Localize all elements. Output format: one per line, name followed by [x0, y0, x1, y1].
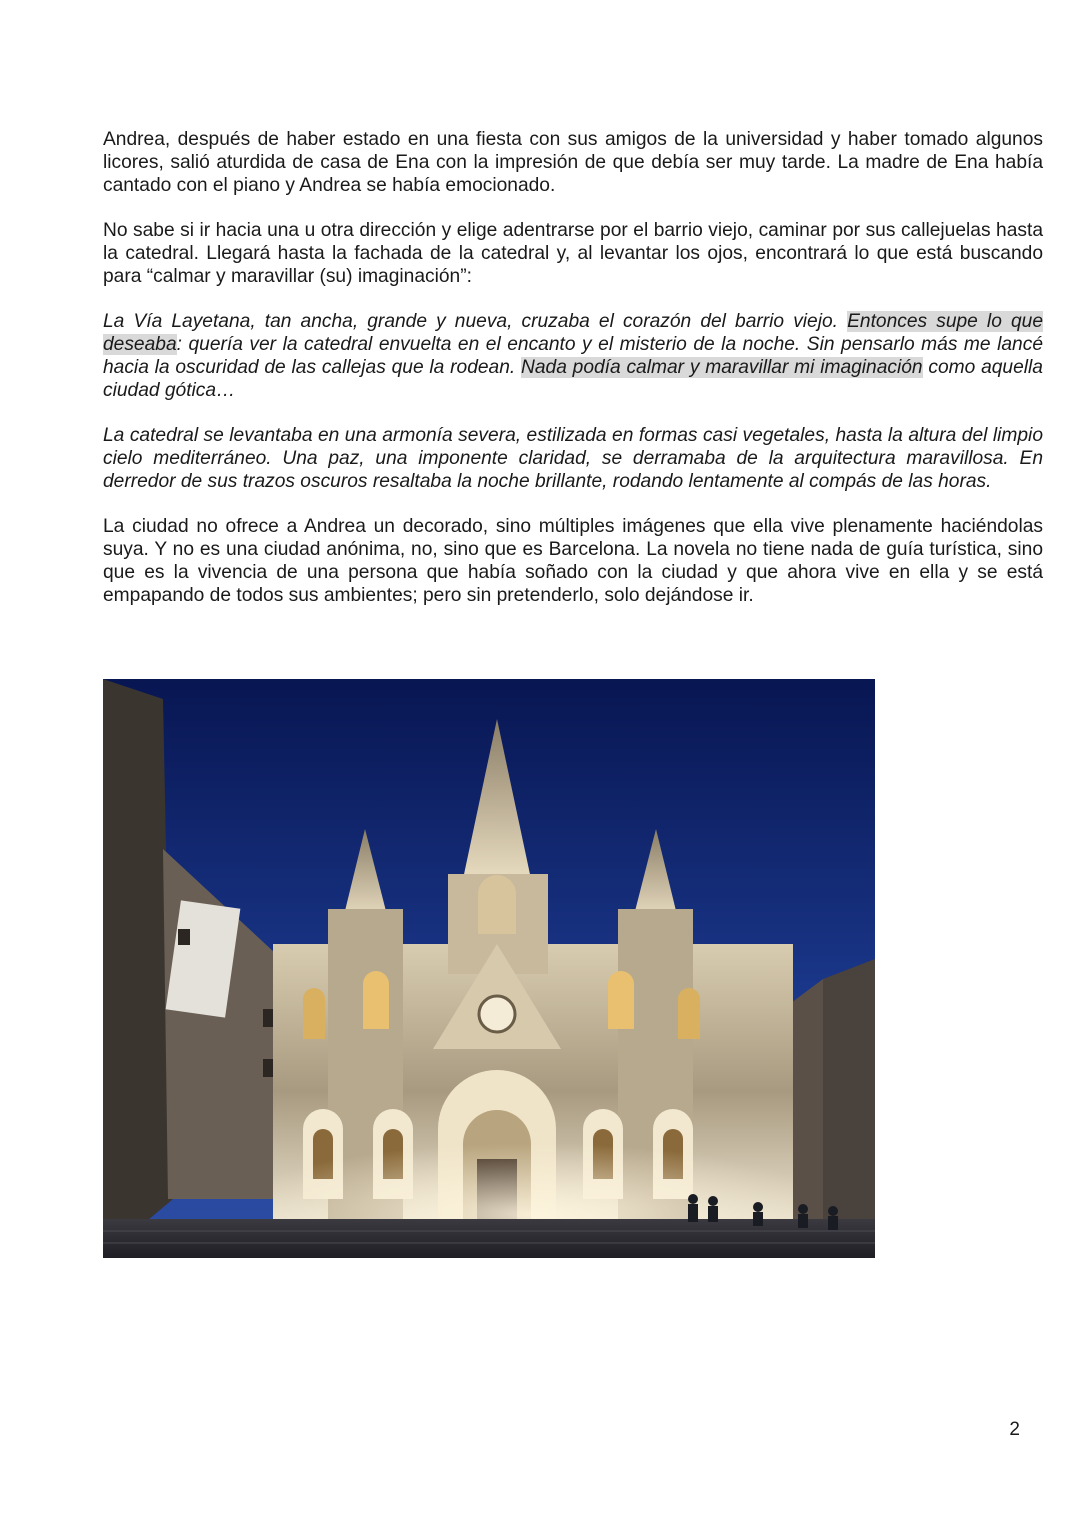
paragraph-direction: No sabe si ir hacia una u otra dirección y elige adentrarse por el barrio viejo, caminar por sus callejuelas hasta la catedral. Llegará hasta la fachada de la catedral y, al levantar los ojos, encontrará lo que está buscando para “calmar y maravillar (su) imaginación”:: [103, 220, 1043, 287]
quote-via-layetana: [103, 310, 1043, 402]
quote-text: La Vía Layetana, tan ancha, grande y nueva, cruzaba el corazón del barrio viejo.: [103, 311, 848, 332]
left-building: [103, 679, 173, 1258]
window: [363, 971, 389, 1029]
highlighted-text: Entonces supe lo que deseaba: [103, 311, 1043, 355]
quote-catedral: La catedral se levantaba en una armonía severa, estilizada en formas casi vegetales, hasta la altura del limpio cielo mediterráneo. Una paz, una imponente claridad, se derramaba de la arquitectura maravillosa. En derredor de sus trazos oscuros resaltaba la noche brillante, rodando lentamente al compás de las horas.: [103, 425, 1043, 492]
cathedral-photo: [103, 679, 875, 1258]
page-number: 2: [1009, 1419, 1020, 1440]
window: [608, 971, 634, 1029]
paragraph-intro: Andrea, después de haber estado en una fiesta con sus amigos de la universidad y haber tomado algunos licores, salió aturdida de casa de Ena con la impresión de que debía ser muy tarde. La madre de Ena había cantado con el piano y Andrea se había emocionado.: [103, 129, 1043, 196]
paragraph-ciudad: La ciudad no ofrece a Andrea un decorado, sino múltiples imágenes que ella vive plenamente haciéndolas suya. Y no es una ciudad anónima, no, sino que es Barcelona. La novela no tiene nada de guía turística, sino que es la vivencia de una persona que había soñado con la ciudad y que ahora vive en ella y se está empapando de todos sus ambientes; pero sin pretenderlo, solo dejándose ir.: [103, 516, 1043, 606]
window: [678, 988, 700, 1039]
document-body: [103, 128, 1043, 629]
quote-text: : quería ver la catedral envuelta en el encanto y el misterio de la noche. Sin pensarlo más me lancé hacia la oscuridad de las callejas que la rodean.: [103, 334, 1043, 378]
window: [303, 988, 325, 1039]
rose-window: [479, 996, 515, 1032]
quote-text: como aquella ciudad gótica…: [103, 357, 1043, 401]
highlighted-text: Nada podía calmar y maravillar mi imaginación: [521, 357, 923, 378]
